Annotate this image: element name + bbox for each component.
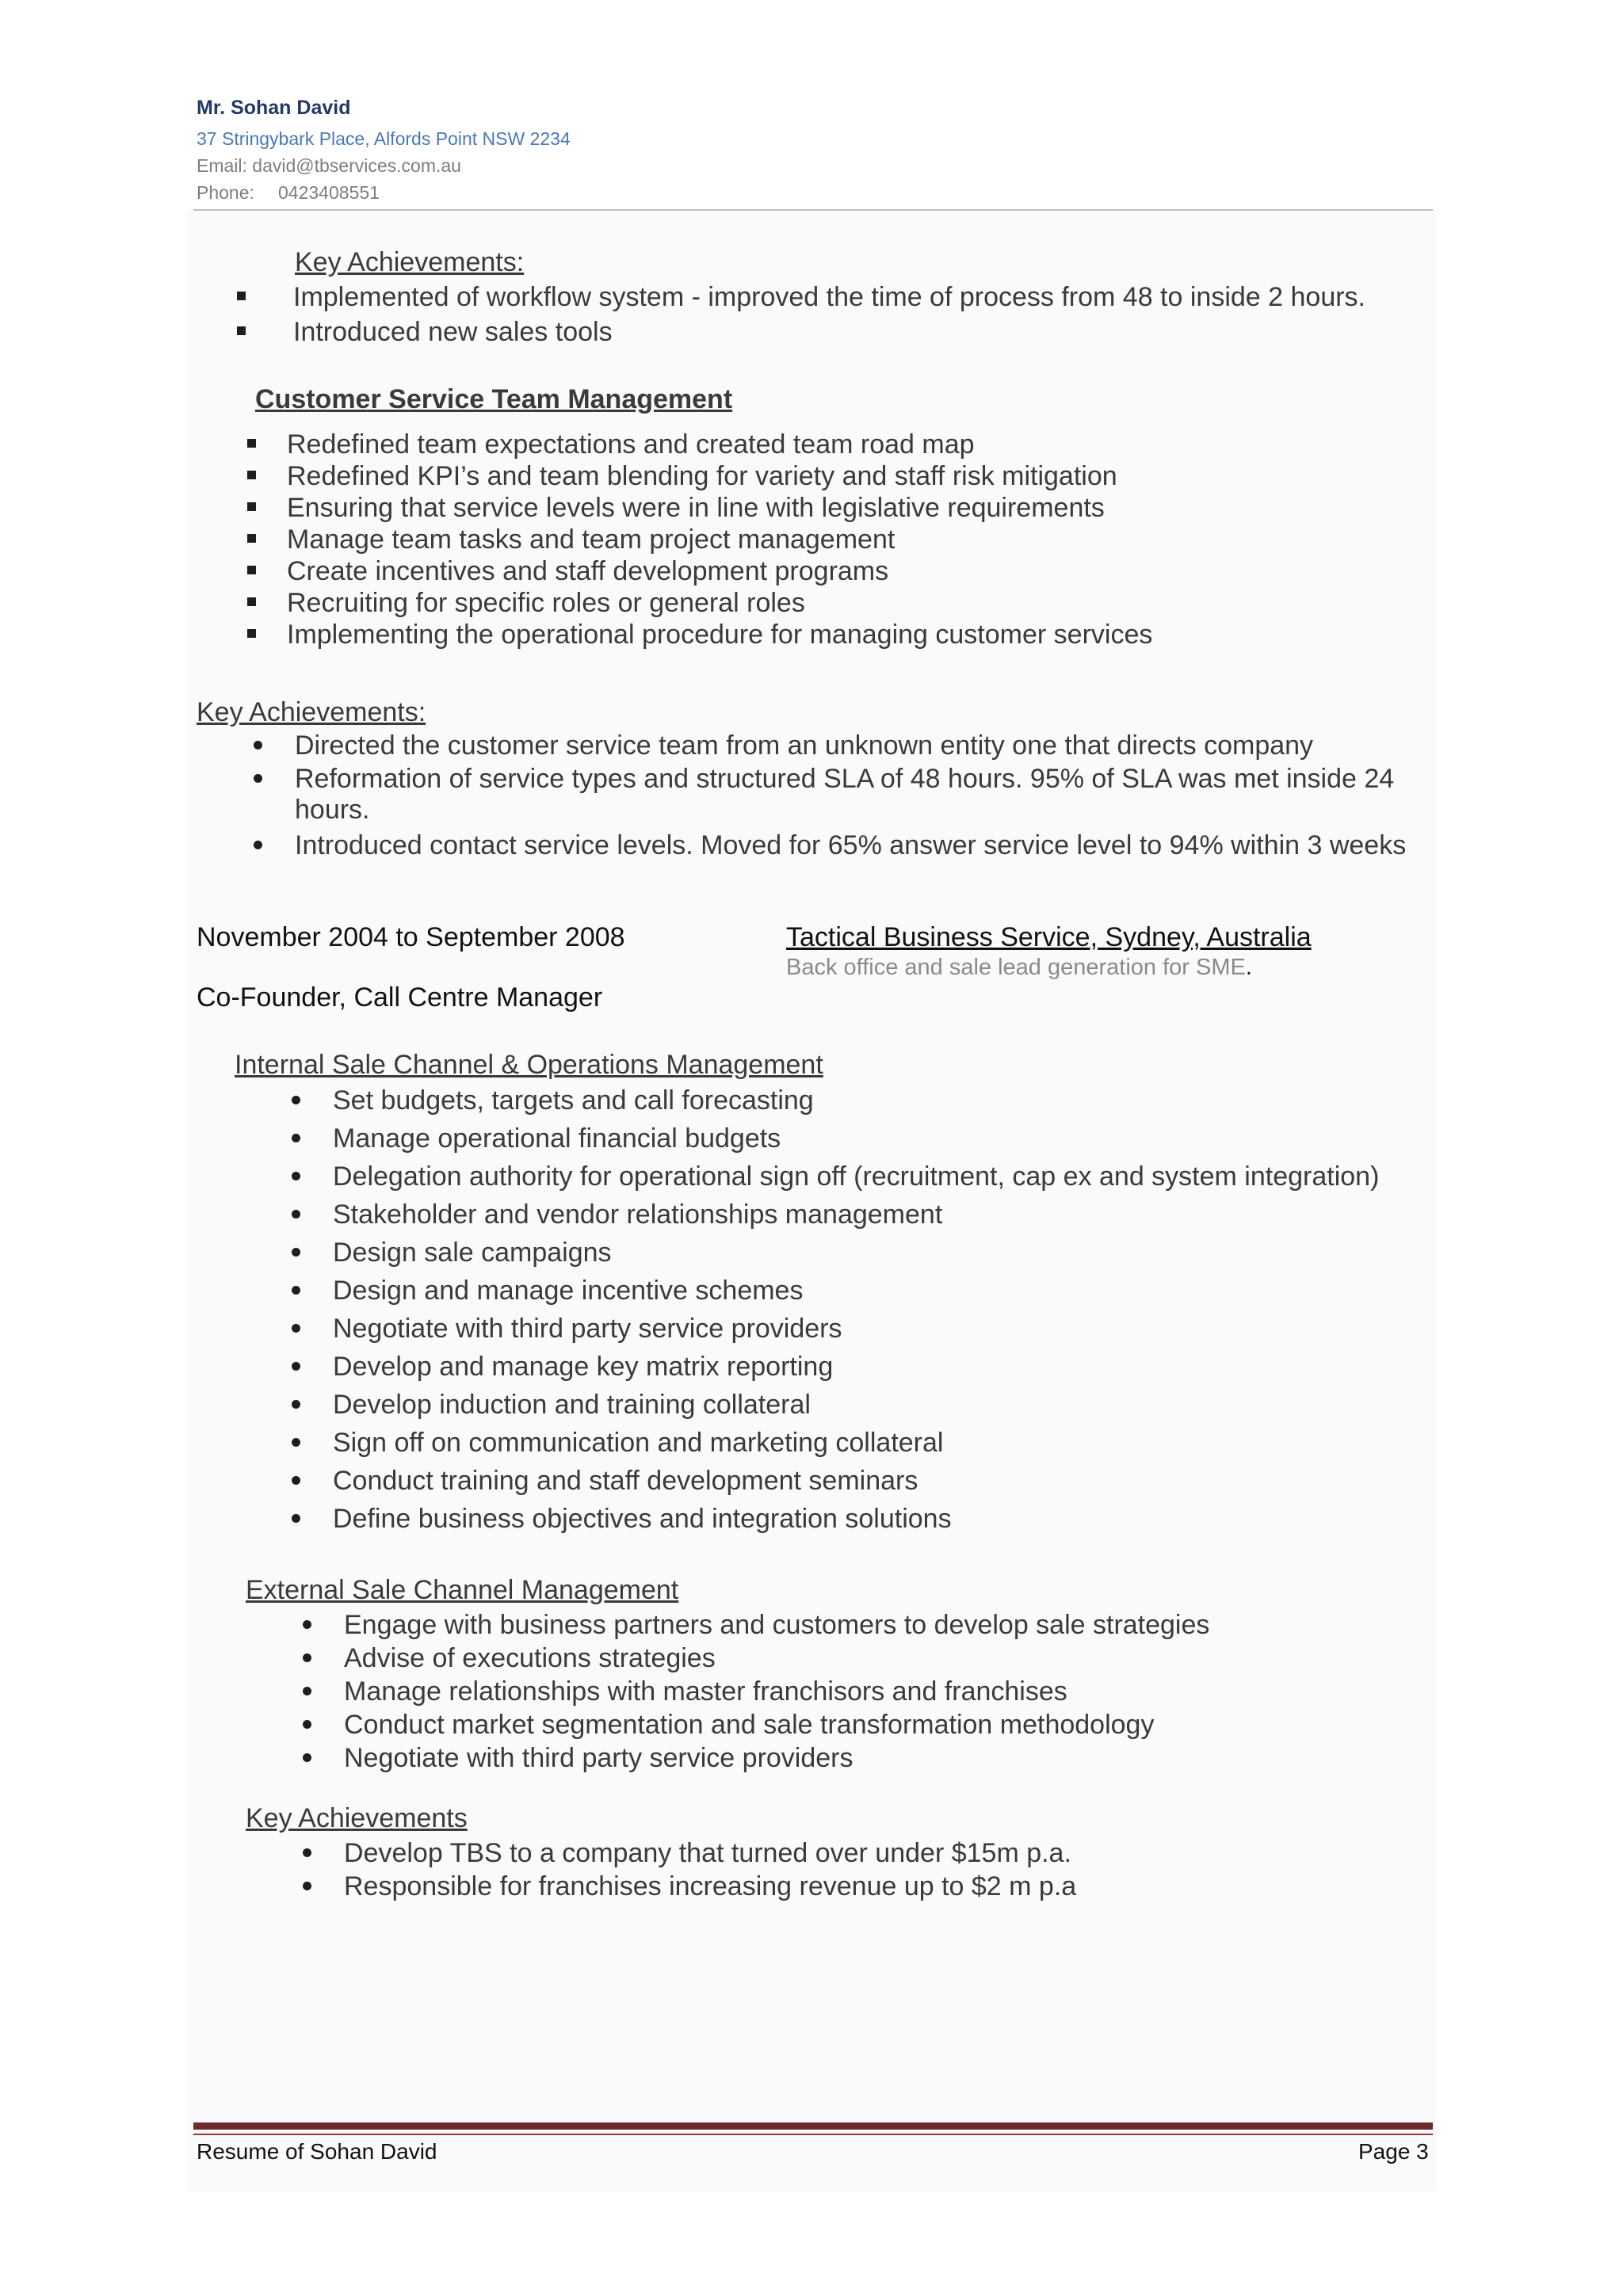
list-item: Design and manage incentive schemes [333, 1276, 1379, 1314]
list-item: Engage with business partners and customers to develop sale strategies [344, 1610, 1209, 1643]
list-item: Develop TBS to a company that turned over under $15m p.a. [344, 1838, 1076, 1871]
key-achievements-heading-2: Key Achievements: [197, 697, 426, 727]
internal-sale-list [333, 1085, 1379, 1542]
square-bullet-icon [247, 566, 256, 574]
list-item: Manage team tasks and team project management [287, 524, 1152, 556]
square-bullet-icon [247, 471, 256, 479]
external-sale-list [344, 1610, 1209, 1776]
round-bullet-icon [292, 1172, 300, 1180]
round-bullet-icon [303, 1753, 311, 1762]
internal-sale-heading: Internal Sale Channel & Operations Management [235, 1050, 823, 1080]
round-bullet-icon [254, 774, 262, 783]
round-bullet-icon [292, 1248, 300, 1257]
page-number: Page 3 [1358, 2139, 1429, 2164]
phone-value: 0423408551 [278, 182, 380, 203]
header-name: Mr. Sohan David [197, 97, 351, 119]
round-bullet-icon [303, 1687, 311, 1695]
list-item: Create incentives and staff development programs [287, 556, 1152, 588]
round-bullet-icon [292, 1096, 300, 1104]
round-bullet-icon [292, 1514, 300, 1523]
header-email: Email: david@tbservices.com.au [197, 155, 461, 176]
round-bullet-icon [292, 1134, 300, 1142]
footer-rule [193, 2134, 1433, 2135]
round-bullet-icon [303, 1653, 311, 1662]
key-achievements-heading-1: Key Achievements: [295, 247, 525, 277]
list-item: Implementing the operational procedure for managing customer services [287, 620, 1152, 651]
list-item: Redefined KPI’s and team blending for variety and staff risk mitigation [287, 461, 1152, 493]
company-description: Back office and sale lead generation for SME. [786, 955, 1252, 980]
customer-service-heading: Customer Service Team Management [255, 384, 733, 414]
list-item: Manage operational financial budgets [333, 1123, 1379, 1161]
list-item: Define business objectives and integration solutions [333, 1504, 1379, 1542]
square-bullet-icon [237, 292, 246, 300]
round-bullet-icon [303, 1720, 311, 1729]
square-bullet-icon [247, 629, 256, 638]
round-bullet-icon [292, 1210, 300, 1219]
list-item: Conduct training and staff development seminars [333, 1466, 1379, 1504]
list-item: Implemented of workflow system - improved the time of process from 48 to inside 2 hours. [293, 282, 1365, 317]
phone-label: Phone: [197, 182, 254, 203]
list-item: Design sale campaigns [333, 1238, 1379, 1276]
external-sale-heading: External Sale Channel Management [246, 1575, 679, 1605]
list-item: Conduct market segmentation and sale transformation methodology [344, 1710, 1209, 1743]
round-bullet-icon [292, 1438, 300, 1447]
list-item: Set budgets, targets and call forecasting [333, 1085, 1379, 1123]
job-dates: November 2004 to September 2008 [197, 922, 625, 952]
key-achievements-heading-3: Key Achievements [246, 1803, 468, 1833]
company-name: Tactical Business Service, Sydney, Australia [786, 922, 1312, 952]
round-bullet-icon [292, 1400, 300, 1409]
round-bullet-icon [303, 1882, 311, 1890]
customer-service-list [287, 429, 1152, 651]
list-item: Ensuring that service levels were in line with legislative requirements [287, 493, 1152, 524]
list-item: Recruiting for specific roles or general roles [287, 588, 1152, 620]
list-item: Introduced contact service levels. Moved for 65% answer service level to 94% within 3 weeks [295, 830, 1406, 864]
footer-bar [193, 2122, 1433, 2130]
round-bullet-icon [254, 841, 262, 849]
header-address: 37 Stringybark Place, Alfords Point NSW 2234 [197, 128, 571, 149]
list-item: Manage relationships with master franchisors and franchises [344, 1676, 1209, 1710]
list-item: Directed the customer service team from an unknown entity one that directs company [295, 730, 1406, 764]
list-item: Negotiate with third party service providers [333, 1314, 1379, 1352]
list-item: Introduced new sales tools [293, 317, 1365, 352]
footer-title: Resume of Sohan David [197, 2139, 437, 2164]
square-bullet-icon [247, 502, 256, 511]
key-achievements-list-2 [295, 730, 1406, 864]
list-item: Stakeholder and vendor relationships management [333, 1199, 1379, 1238]
square-bullet-icon [237, 326, 246, 335]
header-divider [193, 209, 1433, 211]
round-bullet-icon [303, 1848, 311, 1857]
list-item: Advise of executions strategies [344, 1643, 1209, 1676]
list-item: Develop and manage key matrix reporting [333, 1352, 1379, 1390]
round-bullet-icon [254, 741, 262, 749]
key-achievements-list-3 [344, 1838, 1076, 1905]
round-bullet-icon [292, 1362, 300, 1371]
round-bullet-icon [303, 1620, 311, 1629]
square-bullet-icon [247, 534, 256, 543]
key-achievements-list-1 [293, 282, 1365, 352]
header-phone [197, 182, 380, 204]
list-item: Redefined team expectations and created team road map [287, 429, 1152, 461]
square-bullet-icon [247, 439, 256, 448]
round-bullet-icon [292, 1324, 300, 1333]
list-item: Sign off on communication and marketing collateral [333, 1428, 1379, 1466]
list-item: Negotiate with third party service providers [344, 1743, 1209, 1776]
list-item: Delegation authority for operational sign off (recruitment, cap ex and system integration) [333, 1161, 1379, 1199]
square-bullet-icon [247, 597, 256, 606]
job-title: Co-Founder, Call Centre Manager [197, 982, 603, 1013]
list-item: Develop induction and training collateral [333, 1390, 1379, 1428]
round-bullet-icon [292, 1286, 300, 1295]
round-bullet-icon [292, 1476, 300, 1485]
list-item: Responsible for franchises increasing revenue up to $2 m p.a [344, 1871, 1076, 1905]
list-item: Reformation of service types and structured SLA of 48 hours. 95% of SLA was met inside 24 hours. [295, 764, 1406, 830]
